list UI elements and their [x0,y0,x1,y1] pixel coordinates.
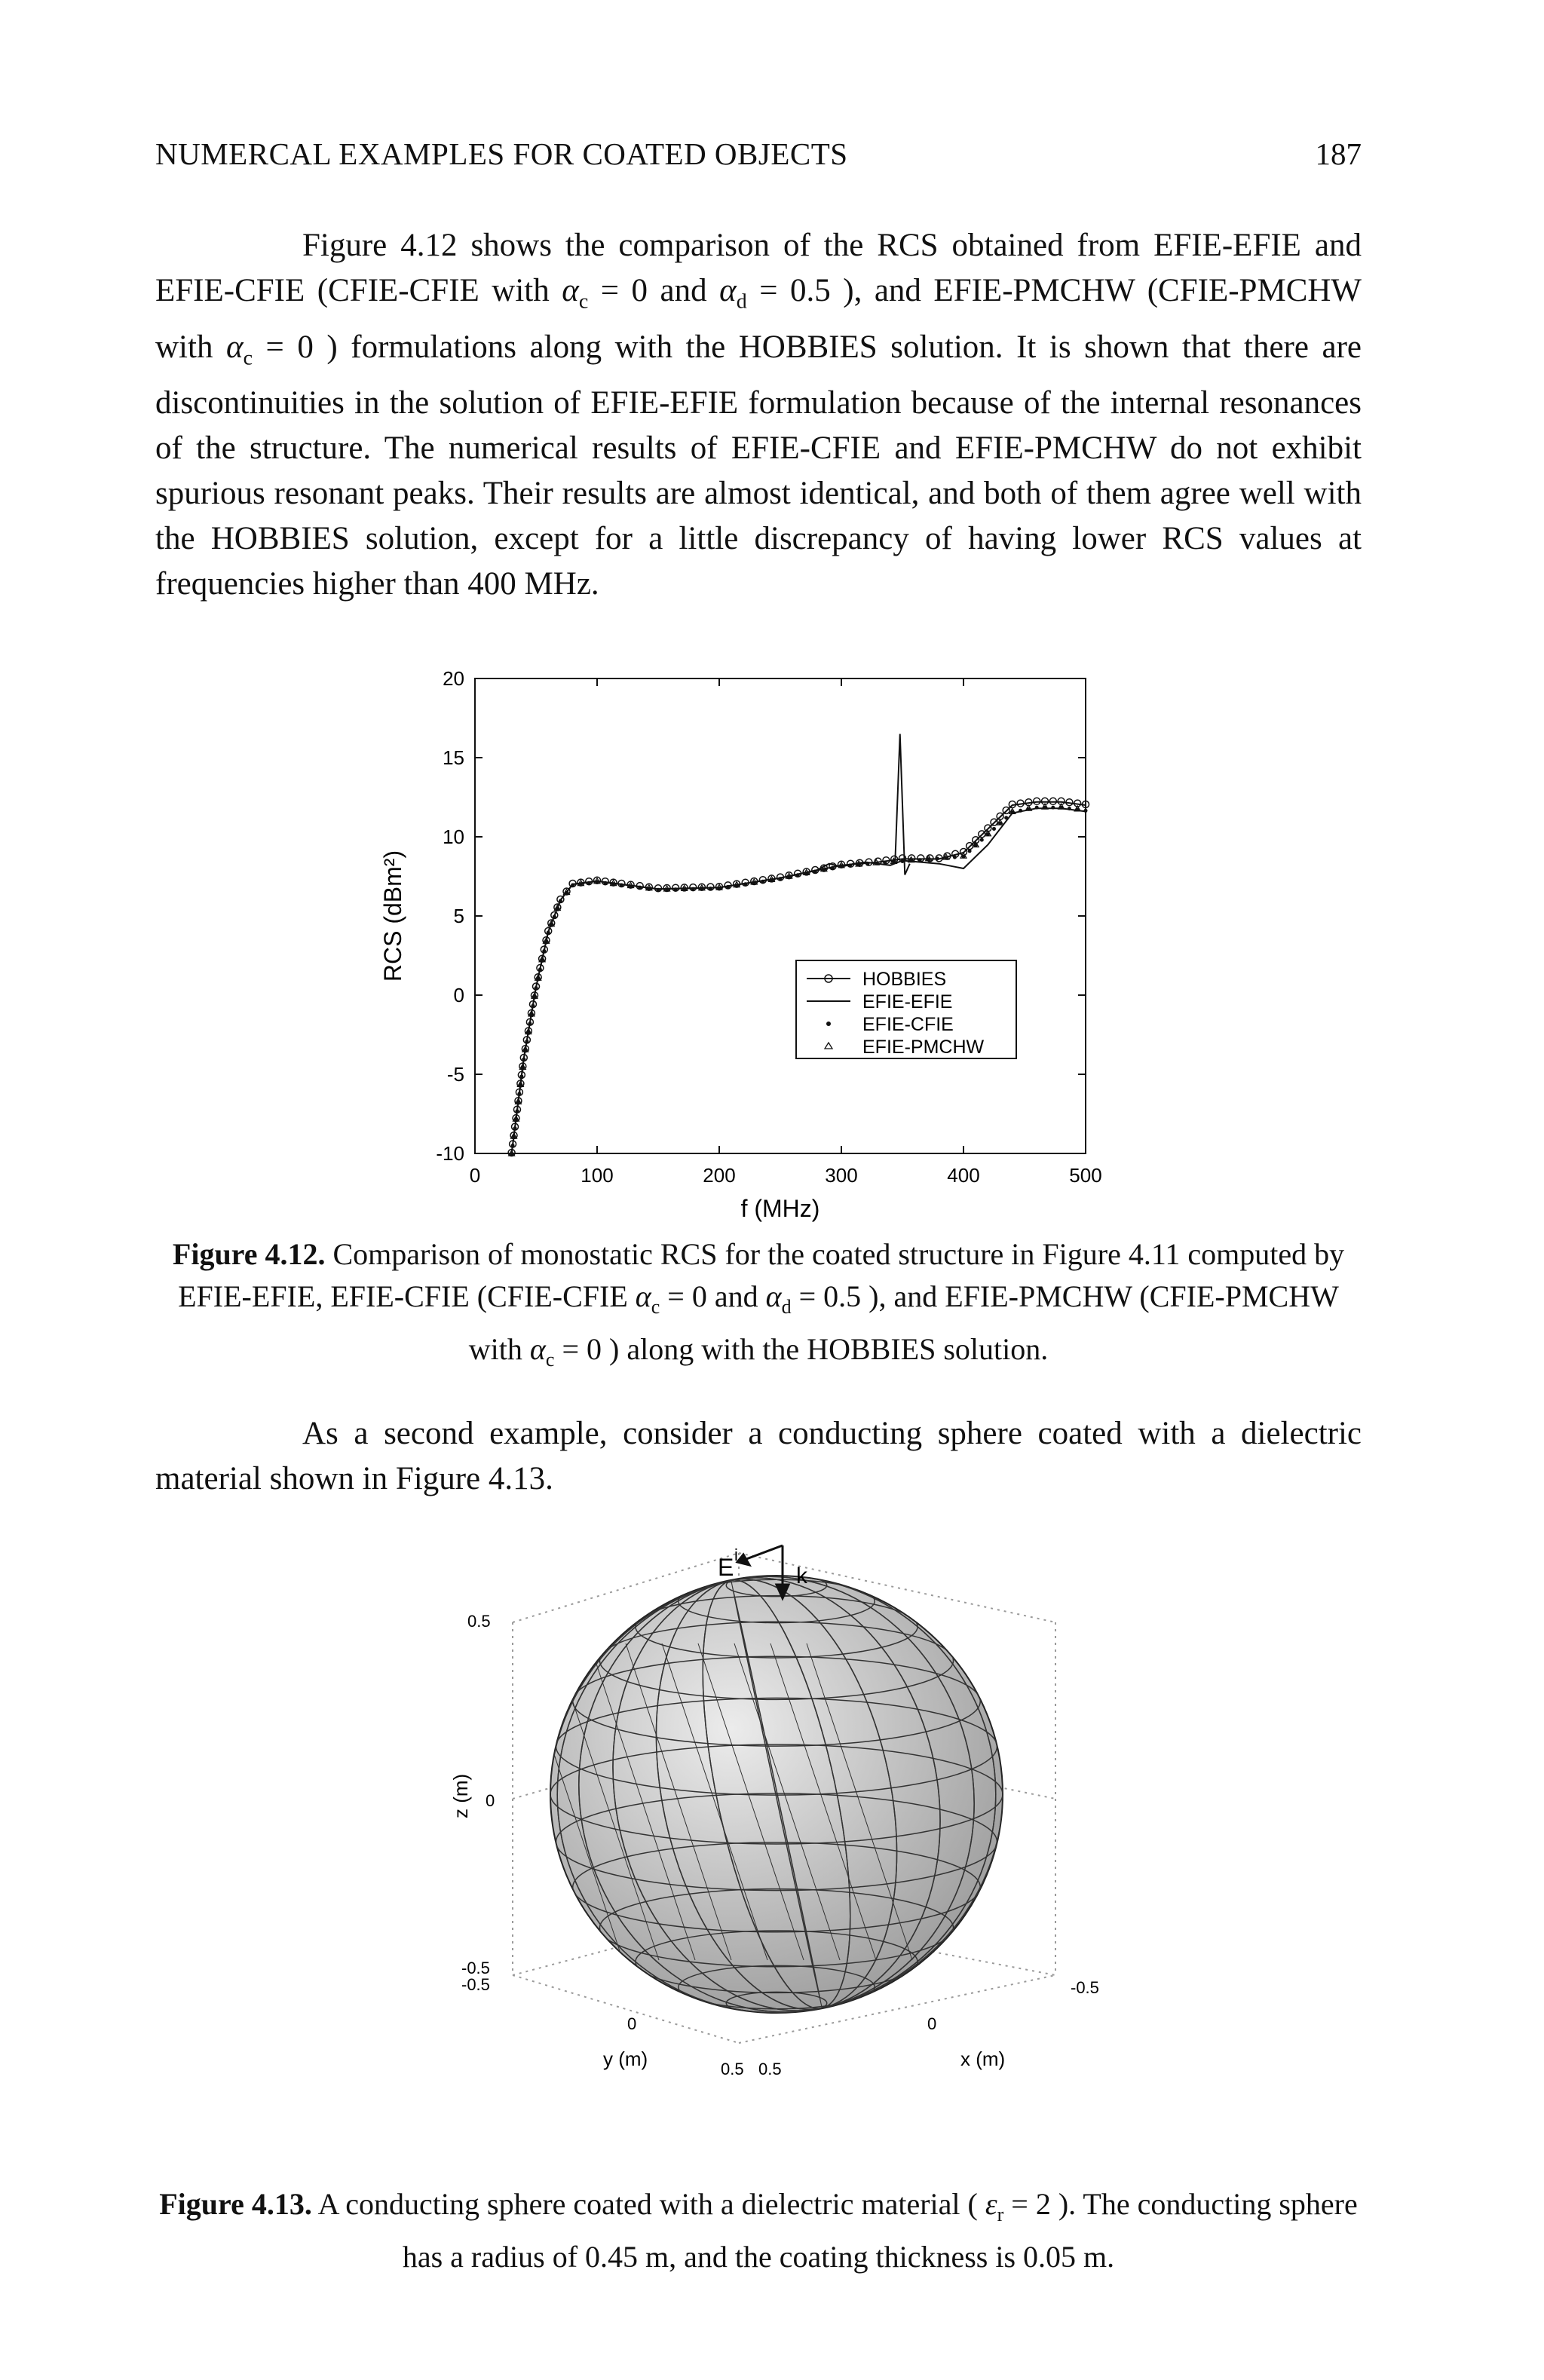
sphere-figure [422,1538,1138,2088]
efie-cfie-point [531,1004,535,1008]
x-tick-right: -0.5 [1071,1978,1099,1997]
efie-cfie-point [709,887,712,890]
efie-cfie-point [883,861,887,865]
efie-cfie-point [813,870,817,874]
efie-cfie-point [547,931,550,935]
e-arrowhead [737,1555,749,1565]
efie-cfie-point [761,880,764,884]
efie-cfie-point [1004,816,1008,819]
y-tick-label: -10 [436,1142,464,1165]
cap1-alpha-c: α [635,1279,651,1313]
efie-cfie-point [1035,806,1039,810]
x-tick-mid: 0 [927,2014,937,2033]
x-axis-label: f (MHz) [740,1195,820,1222]
y-tick-label: 10 [443,825,464,848]
eq-zero: = 0 and [588,273,720,308]
efie-cfie-point [674,887,678,891]
efie-cfie-point [953,856,957,859]
efie-cfie-point [511,1144,515,1147]
x-axis-label: x (m) [960,2048,1006,2070]
efie-cfie-point [538,968,542,972]
sub-c-2: c [243,346,253,370]
efie-cfie-point [587,881,591,885]
y-axis-label: y (m) [603,2048,648,2070]
y-tick-label: 5 [453,905,464,927]
cap1-sub-d: d [781,1296,792,1318]
efie-cfie-point [796,873,800,877]
efie-cfie-point [571,884,574,887]
y-tick-label: -5 [446,1063,464,1086]
sub-c: c [578,289,589,314]
efie-cfie-point [980,838,984,842]
efie-cfie-point [936,856,939,860]
cap1-text-a: Comparison of monostatic RCS for the coated structure in Figure 4.11 computed by EFIE-EFIE, EFIE-CFIE (CFIE-CFIE [178,1237,1345,1313]
cap1-sub-c-2: c [545,1349,555,1371]
efie-cfie-point [691,887,695,891]
efie-cfie-point [743,882,747,886]
cap1-sub-c: c [651,1296,660,1318]
alpha-d: α [719,273,737,308]
efie-cfie-point [1019,809,1022,813]
cap2-text-b: = 2 ). The conducting sphere has a radius of 0.45 m, and the coating thickness is 0.05 m. [402,2187,1358,2274]
efie-cfie-point [865,862,869,866]
eq-half: = 0.5 ), and EFIE-PMCHW (CFIE-PMCHW with [155,273,1362,365]
cap1-label: Figure 4.12. [172,1237,326,1271]
legend-label: HOBBIES [862,969,947,990]
efie-cfie-point [542,949,546,953]
e-sup: i [734,1545,738,1564]
alpha-c-2: α [226,329,244,365]
efie-cfie-point [515,1109,519,1113]
sphere-svg [422,1538,1138,2088]
y-tick-mid: 0 [627,2014,637,2033]
efie-cfie-point [528,1022,532,1025]
efie-cfie-point [553,915,556,919]
efie-cfie-point [603,881,607,885]
legend-label: EFIE-EFIE [862,991,953,1012]
page-number: 187 [1315,136,1362,171]
p2-text: As a second example, consider a conducting sphere coated with a dielectric material shown in Figure 4.13. [155,1416,1362,1496]
z-tick-bottom: -0.5 [461,1959,490,1977]
efie-cfie-point [848,863,852,867]
cap1-text-b: = 0 and [660,1279,766,1313]
cap1-alpha-c-2: α [529,1332,546,1366]
e-label: E [718,1554,734,1581]
efie-cfie-point [992,827,996,831]
cap1-text-c: = 0.5 ), and EFIE-PMCHW (CFIE-PMCHW with [468,1279,1339,1366]
y-tick-label: 15 [443,746,464,769]
efie-cfie-point [559,899,562,903]
efie-cfie-point [968,849,972,853]
efie-cfie-point [638,886,642,890]
header-title: NUMERCAL EXAMPLES FOR COATED OBJECTS [155,136,848,171]
legend-marker-efie-cfie [826,1022,831,1026]
y-tick-left: -0.5 [461,1975,490,1994]
x-tick-label: 200 [703,1164,736,1187]
e-arrow-line [746,1545,783,1559]
efie-cfie-point [1068,807,1071,810]
cap2-label: Figure 4.13. [159,2187,312,2221]
legend-label: EFIE-CFIE [862,1014,954,1035]
p1-text-b: = 0 ) formulations along with the HOBBIES solution. It is shown that there are discontinuities in the solution of EFIE-EFIE formulation because of the internal resonances of the structure. The numerical results of EFIE-CFIE and EFIE-PMCHW do not exhibit spurious resonant peaks. Their results are almost identical, and both of them agree well with the HOBBIES solution, except for a little discrepancy of having lower RCS values at frequencies higher than 400 MHz. [155,329,1362,602]
efie-cfie-point [779,877,783,881]
x-tick-label: 300 [825,1164,858,1187]
y-tick-label: 20 [443,667,464,690]
resonance-spike [895,734,909,875]
k-label: k [796,1564,807,1588]
efie-cfie-point [918,858,922,862]
efie-cfie-point [535,986,538,990]
cap1-text-d: = 0 ) along with the HOBBIES solution. [554,1332,1049,1366]
paragraph-2 [155,1411,1362,1502]
y-tick-label: 0 [453,984,464,1006]
rcs-chart [362,663,1138,1236]
figure-4-12-caption [155,1233,1362,1381]
sub-d: d [736,289,747,314]
x-tick-label: 500 [1069,1164,1102,1187]
p1-text-a: Figure 4.12 shows the comparison of the RCS obtained from EFIE-EFIE and EFIE-CFIE (CFIE-CFIE with [155,228,1362,308]
running-header [155,136,1362,181]
efie-cfie-point [1051,806,1055,810]
z-tick-top: 0.5 [467,1612,491,1631]
cap2-text-a: A conducting sphere coated with a dielectric material ( [311,2187,985,2221]
cap2-sub-r: r [997,2204,1004,2225]
z-axis-label: z (m) [449,1773,472,1818]
efie-cfie-point [522,1058,525,1061]
efie-cfie-point [517,1092,521,1095]
x-tick-left: 0.5 [758,2060,782,2078]
x-tick-label: 100 [581,1164,614,1187]
z-tick-mid: 0 [486,1791,495,1810]
y-tick-right: 0.5 [721,2060,744,2078]
efie-cfie-point [1084,809,1088,813]
paragraph-1 [155,223,1362,607]
efie-cfie-point [657,888,660,892]
efie-cfie-point [519,1074,523,1078]
efie-cfie-point [513,1126,517,1130]
efie-cfie-point [726,885,730,889]
x-tick-label: 0 [469,1164,481,1187]
x-tick-label: 400 [947,1164,980,1187]
y-axis-label: RCS (dBm²) [379,850,406,982]
efie-cfie-point [525,1040,528,1043]
figure-4-13-caption [155,2183,1362,2278]
rcs-chart-svg [362,663,1138,1236]
efie-cfie-point [831,866,835,870]
cap1-alpha-d: α [765,1279,782,1313]
alpha-c: α [562,273,579,308]
efie-cfie-point [620,884,623,887]
plot-frame [475,678,1086,1153]
cap2-epsilon: ε [985,2187,997,2221]
legend-label: EFIE-PMCHW [862,1037,985,1058]
